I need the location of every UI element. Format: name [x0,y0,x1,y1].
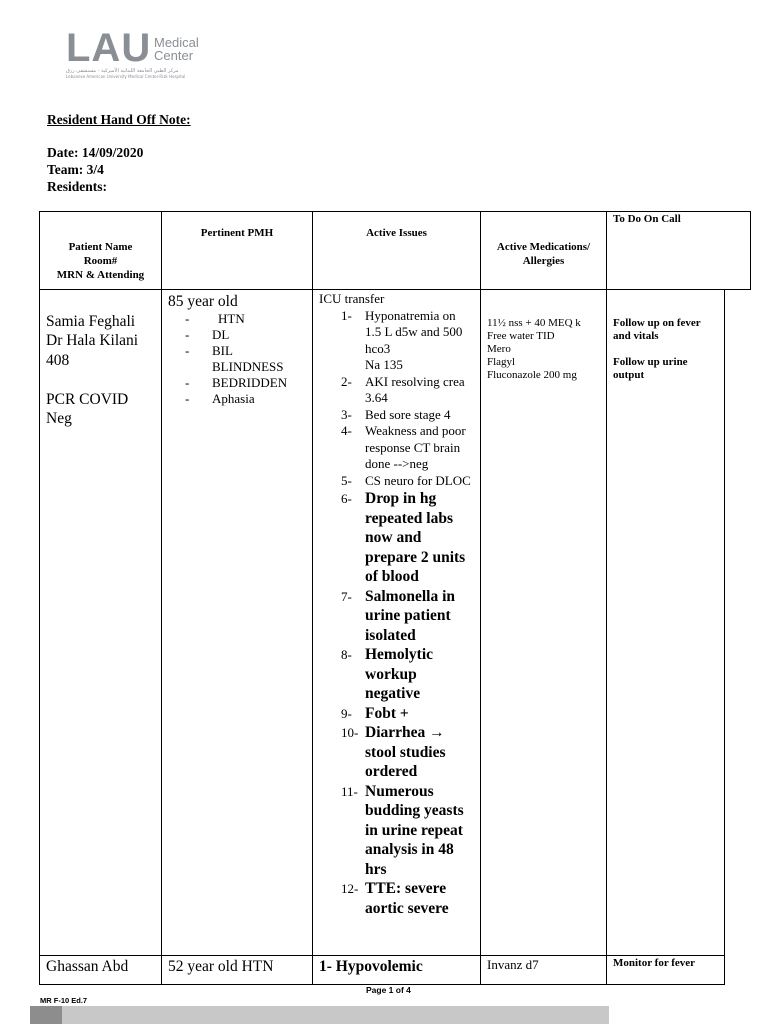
issue-number: 2- [341,373,352,389]
issue-number: 9- [341,705,352,721]
col-header-meds-label: Active Medications/ Allergies [496,241,591,267]
issue-item [319,423,474,473]
row2-patient-text: Ghassan Abd [46,958,129,975]
row2-meds-cell [480,955,607,985]
issue-text: Fobt + [365,704,409,722]
row2-issues-cell [312,955,481,985]
issue-number: 10- [341,725,359,740]
row1-issues-intro: ICU transfer [319,291,385,306]
row1-pmh-list [162,311,306,407]
issue-item [319,374,474,407]
issue-item [319,879,474,918]
row1-meds-cell [480,289,607,956]
issue-text: Weakness and poor response CT brain done -->neg [365,423,466,471]
issue-text: Bed sore stage 4 [365,406,451,422]
issue-text: Salmonella in urine patient isolated [365,587,456,644]
issue-text: CS neuro for DLOC [365,472,471,488]
issue-text: Hyponatremia on 1.5 L d5w and 500 hco3 Na 135 [365,307,463,372]
footer-bar [30,1006,609,1024]
page-number: Page 1 of 4 [366,985,411,995]
row1-meds-text: 11½ nss + 40 MEQ k Free water TID Mero Flagyl Fluconazole 200 mg [487,317,581,381]
col-header-pmh [161,211,313,290]
issue-item [319,473,474,490]
col-header-todo-label: To Do On Call [613,213,681,225]
issue-number: 12- [341,881,359,896]
row1-pmh-title: 85 year old [168,293,238,310]
issue-number: 7- [341,588,352,604]
team-field: Team: 3/4 [47,162,104,177]
issue-item [319,407,474,424]
col-header-pmh-label: Pertinent PMH [200,227,274,239]
row1-todo-cell [606,289,725,956]
row2-issues-text: 1- Hypovolemic [319,958,423,975]
form-code: MR F-10 Ed.7 [40,996,88,1005]
row1-todo-text: Follow up on fever and vitals Follow up urine output [613,317,701,381]
row1-issues-list [319,308,474,919]
issue-item [319,489,474,587]
row1-issues-cell [312,289,481,956]
col-header-meds [480,211,607,290]
row1-patient-text: Samia Feghali Dr Hala Kilani 408 PCR COVID Neg [46,312,139,427]
issue-text: Drop in hg repeated labs now and prepare 2 units of blood [365,490,466,585]
col-header-todo [606,211,751,290]
footer-bar-accent [30,1006,62,1024]
row2-patient-cell [39,955,162,985]
date-field: Date: 14/09/2020 [47,145,144,160]
row2-pmh-cell [161,955,313,985]
col-header-patient-label: Patient Name Room# MRN & Attending [56,241,145,281]
row1-patient-cell [39,289,162,956]
pmh-item: - BEDRIDDEN [162,375,306,391]
issue-text: Numerous budding yeasts in urine repeat analysis in 48 hrs [365,782,464,878]
row1-pmh-cell [161,289,313,956]
issue-number: 3- [341,406,352,422]
pmh-item: - BIL BLINDNESS [162,343,306,375]
row2-meds-text: Invanz d7 [487,957,539,972]
logo-arabic-line: مركز الطبي الجامعة اللبنانية الأميركية - مستشفى رزق [66,68,179,74]
pmh-item: - Aphasia [162,391,306,407]
issue-item [319,723,474,782]
logo-medical-center-text: Medical Center [154,35,199,63]
row2-pmh-text: 52 year old HTN [168,958,274,975]
issue-number: 4- [341,423,352,438]
issue-item [319,782,474,880]
logo-lau-text: LAU [66,26,152,70]
issue-number: 6- [341,491,352,506]
col-header-issues-label: Active Issues [366,227,427,239]
issue-number: 1- [341,307,352,323]
document-title: Resident Hand Off Note: [47,112,191,127]
pmh-item: - HTN [162,311,306,327]
issue-text: Diarrhea → stool studies ordered [365,724,446,780]
col-header-patient [39,211,162,290]
issue-number: 5- [341,472,352,488]
logo-english-line: Lebanese American University Medical Center-Rizk Hospital [66,74,186,79]
pmh-item: - DL [162,327,306,343]
lau-logo [66,26,211,79]
row2-todo-cell [606,955,725,985]
row2-todo-text: Monitor for fever [613,957,696,969]
issue-item [319,645,474,704]
residents-field: Residents: [47,179,107,194]
issue-text: Hemolytic workup negative [365,646,434,702]
issue-text: TTE: severe aortic severe [365,880,449,917]
issue-number: 8- [341,647,352,662]
issue-item [319,704,474,724]
issue-item [319,587,474,646]
issue-number: 11- [341,783,358,799]
issue-item [319,308,474,374]
issue-text: AKI resolving crea 3.64 [365,373,465,405]
col-header-issues [312,211,481,290]
